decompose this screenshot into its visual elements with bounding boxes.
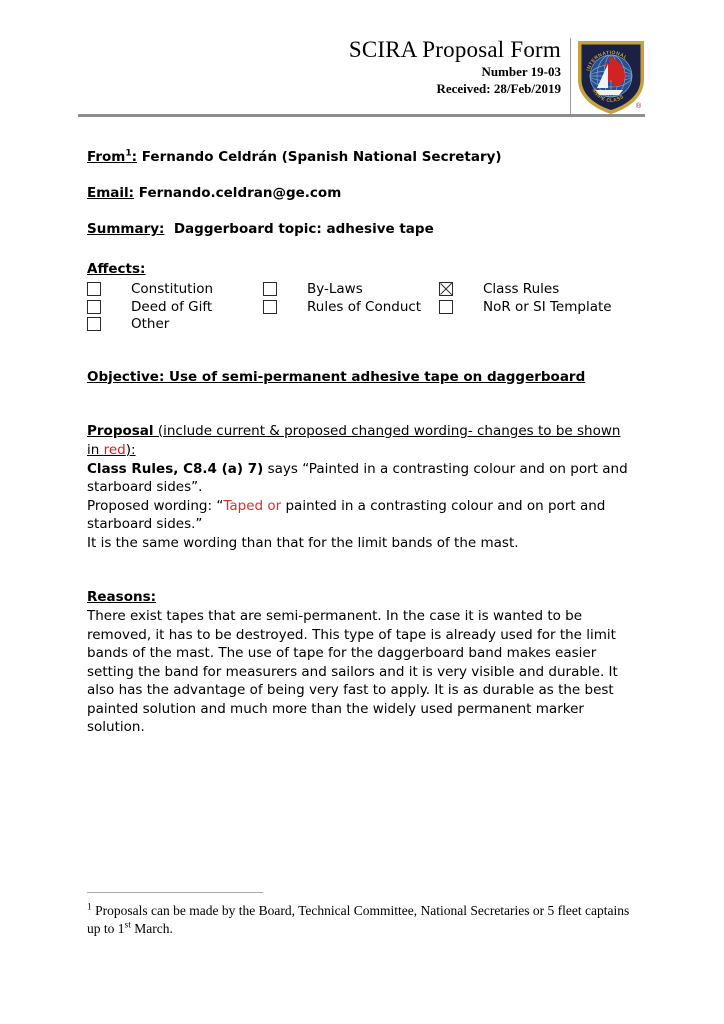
proposal-current-rule [87,460,635,497]
footnote-marker: 1 [87,902,92,913]
received-date: Received: 28/Feb/2019 [436,81,561,96]
checkbox-item-nor-si-template[interactable] [439,299,629,315]
checkbox-item-other[interactable] [87,316,263,332]
from-footnote-marker: 1 [125,148,132,159]
checkbox-deed-of-gift[interactable] [87,300,101,314]
checkbox-label: Constitution [131,281,214,297]
from-label: From$^1$: [87,148,138,165]
proposal-heading-label: Proposal [87,422,154,439]
from-value: Fernando Celdrán (Spanish National Secretary) [141,149,502,165]
checkbox-rules-of-conduct[interactable] [263,300,277,314]
objective-heading: Objective: Use of semi-permanent adhesive tape on daggerboard [87,368,586,385]
proposal-closing-note: It is the same wording than that for the limit bands of the mast. [87,534,519,551]
checkbox-item-by-laws[interactable] [263,281,439,297]
reasons-paragraph: There exist tapes that are semi-permanent. In the case it is wanted to be removed, it has to be destroyed. This type of tape is already used for the limit bands of the mast. The use of tape for the daggerboard band makes easier setting the band for measurers and sailors and it is very visible and durable. It also has the advantage of being very fast to apply. It is as durable as the best painted solution and much more than the widely used permanent marker solution. [87,608,618,735]
affects-checkbox-grid [87,281,635,334]
footnote [87,902,635,938]
checkbox-item-class-rules[interactable] [439,281,629,297]
footnote-text-a: Proposals can be made by the Board, Technical Committee, National Secretaries or 5 fleet captains up to 1 [87,903,630,936]
affects-section [87,260,635,334]
proposal-number: Number 19-03 [481,64,561,79]
proposal-heading-note-a: (include current & proposed changed wording- changes to be shown in [87,422,621,458]
header-title-block [349,36,561,97]
checkbox-item-constitution[interactable] [87,281,263,297]
proposed-red-text: Taped or [223,497,282,514]
document-body [87,148,635,737]
reasons-heading: Reasons: [87,589,157,605]
svg-text:INTERNATIONAL: INTERNATIONAL [585,49,629,72]
checkbox-label: By-Laws [307,281,363,297]
affects-row [87,316,635,334]
proposed-prefix: Proposed wording: “ [87,497,224,514]
proposal-heading [87,422,635,460]
checkbox-item-rules-of-conduct[interactable] [263,299,439,315]
checkbox-nor-si-template[interactable] [439,300,453,314]
email-line [87,184,635,202]
affects-title: Affects: [87,261,146,277]
proposal-heading-note-b: ): [125,441,136,458]
svg-text:®: ® [636,103,642,110]
checkbox-item-deed-of-gift[interactable] [87,299,263,315]
checkbox-constitution[interactable] [87,282,101,296]
email-value: Fernando.celdran@ge.com [138,185,342,201]
summary-value: Daggerboard topic: adhesive tape [173,221,434,237]
checkbox-label: Deed of Gift [131,298,213,315]
reasons-body [87,607,635,737]
footnote-separator [87,892,263,893]
page-title: SCIRA Proposal Form [348,37,561,62]
proposal-heading-red-word: red [103,441,126,458]
proposed-rest: painted in a contrasting colour and on port and starboard sides.” [87,497,606,532]
checkbox-by-laws[interactable] [263,282,277,296]
footnote-text-b: March. [130,921,173,936]
header-vertical-divider [570,38,571,116]
svg-text:SNIPE CLASS: SNIPE CLASS [590,87,626,105]
proposal-body [87,460,635,553]
checkbox-class-rules[interactable] [439,282,453,296]
footnote-ordinal: st [124,920,131,931]
checkbox-label: Rules of Conduct [307,298,422,315]
summary-line [87,220,635,238]
from-line [87,148,635,166]
proposal-new-wording [87,497,635,534]
header-horizontal-divider [78,114,645,117]
document-header [78,36,645,116]
checkbox-other[interactable] [87,317,101,331]
checkbox-label: NoR or SI Template [483,298,612,315]
rule-reference: Class Rules, C8.4 (a) 7) [87,460,264,477]
snipe-class-shield-logo [575,38,647,116]
affects-row [87,299,635,317]
email-label: Email: [87,185,135,201]
summary-label: Summary: [87,221,165,237]
checkbox-label: Other [131,316,170,332]
rule-quote: says “Painted in a contrasting colour and on port and starboard sides”. [87,460,628,495]
affects-row [87,281,635,299]
checkbox-label: Class Rules [483,281,560,297]
